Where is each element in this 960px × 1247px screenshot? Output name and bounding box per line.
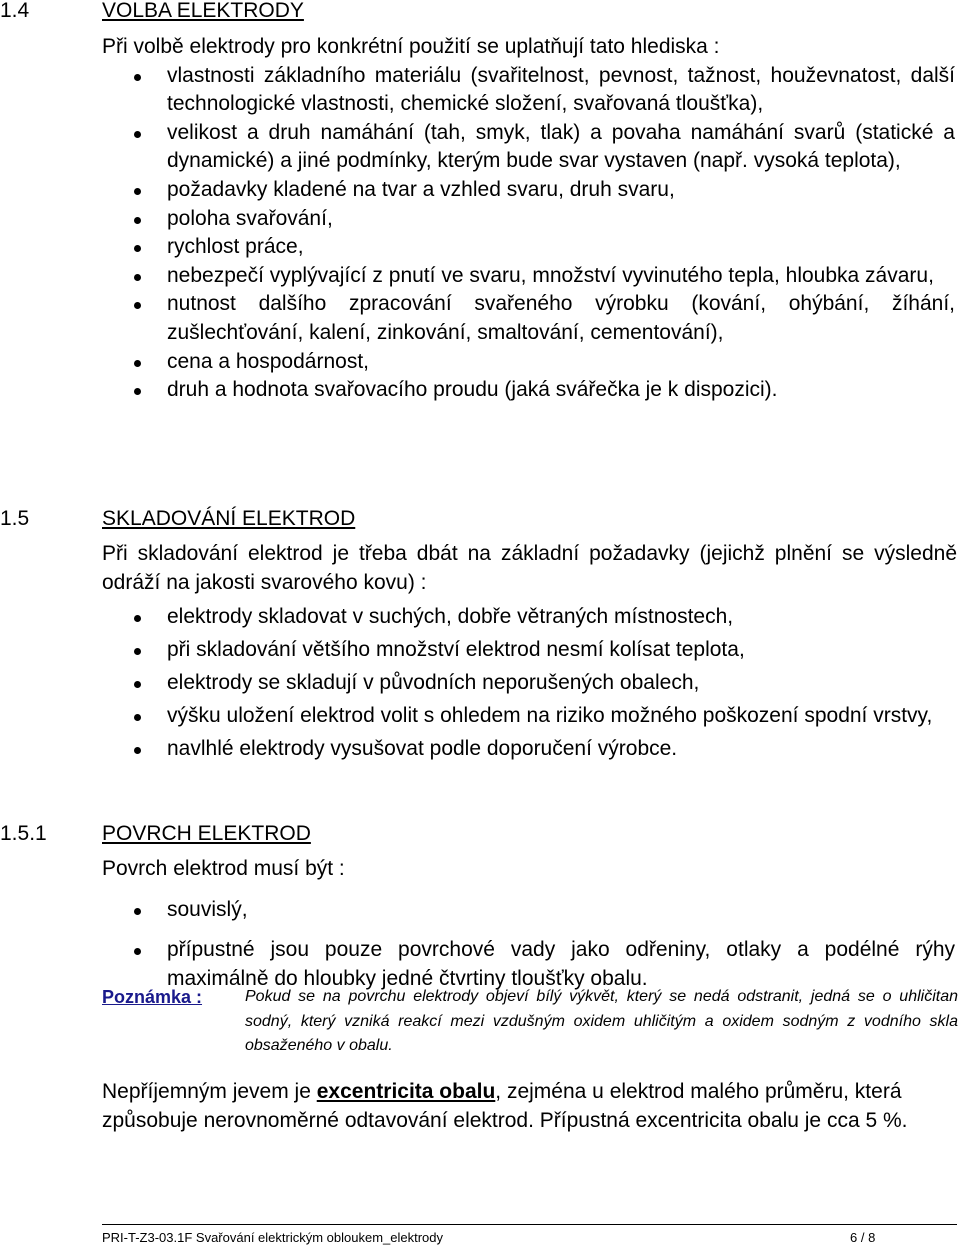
list-item: přípustné jsou pouze povrchové vady jako odřeniny, otlaky a podélné rýhy maximálně do hloubky jedné čtvrtiny tloušťky obalu. [0, 936, 955, 993]
section-title: POVRCH ELEKTROD [102, 822, 311, 845]
bullet-icon [134, 188, 141, 195]
note-text: Pokud se na povrchu elektrody objeví bílý výkvět, který se nedá odstranit, jedná se o uhličitan sodný, který vzniká reakcí mezi vzdušným oxidem uhličitým a oxidem sodným z vodního skla obsaženého v obalu. [245, 988, 958, 1054]
bullet-icon [134, 714, 141, 721]
list-item: vlastnosti základního materiálu (svařitelnost, pevnost, tažnost, houževnatost, další technologické vlastnosti, chemické složení, svařovaná tloušťka), [0, 62, 955, 119]
section-heading [0, 821, 960, 855]
section-intro: Při volbě elektrody pro konkrétní použití se uplatňují tato hlediska : [102, 35, 720, 58]
section-intro: Povrch elektrod musí být : [102, 857, 345, 880]
section-title: VOLBA ELEKTRODY [102, 0, 304, 22]
list-item: velikost a druh namáhání (tah, smyk, tlak) a povaha namáhání svarů (statické a dynamické) a jiné podmínky, kterým bude svar vystaven (např. vysoká teplota), [0, 119, 955, 176]
bullet-icon [134, 648, 141, 655]
bullet-icon [134, 360, 141, 367]
section-heading [0, 0, 960, 32]
surface-list [0, 896, 960, 994]
criteria-list [0, 62, 960, 405]
bullet-icon [134, 681, 141, 688]
section-intro: Při skladování elektrod je třeba dbát na základní požadavky (jejichž plnění se výsledně odráží na jakosti svarového kovu) : [102, 542, 957, 594]
list-item: při skladování většího množství elektrod nesmí kolísat teplota, [0, 636, 955, 665]
list-item: nebezpečí vyplývající z pnutí ve svaru, množství vyvinutého tepla, hloubka závaru, [0, 262, 955, 291]
list-item: navlhlé elektrody vysušovat podle doporučení výrobce. [0, 735, 955, 764]
list-item: cena a hospodárnost, [0, 348, 955, 377]
list-item: elektrody skladovat v suchých, dobře větraných místnostech, [0, 603, 955, 632]
list-item: elektrody se skladují v původních neporušených obalech, [0, 669, 955, 698]
note-label: Poznámka : [102, 987, 203, 1007]
section-number: 1.5.1 [0, 822, 47, 845]
bullet-icon [134, 274, 141, 281]
eccentricity-paragraph: Nepříjemným jevem je excentricita obalu, zejména u elektrod malého průměru, která způsobuje nerovnoměrné odtavování elektrod. Přípustná excentricita obalu je cca 5 %. [102, 1080, 908, 1132]
footer-document-title: PRI-T-Z3-03.1F Svařování elektrickým obloukem_elektrody [102, 1230, 444, 1245]
bullet-icon [134, 245, 141, 252]
bullet-icon [134, 948, 141, 955]
section-1-4 [0, 0, 960, 405]
section-title: SKLADOVÁNÍ ELEKTROD [102, 507, 356, 530]
bullet-icon [134, 615, 141, 622]
bullet-icon [134, 908, 141, 915]
list-item: požadavky kladené na tvar a vzhled svaru, druh svaru, [0, 176, 955, 205]
section-number: 1.5 [0, 507, 30, 530]
bullet-icon [134, 74, 141, 81]
footer-divider [102, 1224, 957, 1225]
section-1-5 [0, 506, 960, 768]
footer-page-number: 6 / 8 [850, 1230, 876, 1245]
list-item: druh a hodnota svařovacího proudu (jaká svářečka je k dispozici). [0, 376, 955, 405]
section-heading [0, 506, 960, 540]
list-item: souvislý, [0, 896, 955, 925]
bullet-icon [134, 131, 141, 138]
list-item: rychlost práce, [0, 233, 955, 262]
list-item: poloha svařování, [0, 205, 955, 234]
storage-list [0, 603, 960, 764]
bullet-icon [134, 302, 141, 309]
list-item: nutnost dalšího zpracování svařeného výrobku (kování, ohýbání, žíhání, zušlechťování, kalení, zinkování, smaltování, cementování), [0, 290, 955, 347]
list-item: výšku uložení elektrod volit s ohledem na riziko možného poškození spodní vrstvy, [0, 702, 955, 731]
bullet-icon [134, 388, 141, 395]
bullet-icon [134, 747, 141, 754]
section-1-5-1 [0, 821, 960, 1005]
bullet-icon [134, 217, 141, 224]
emphasis-term: excentricita obalu [316, 1080, 496, 1103]
section-number: 1.4 [0, 0, 30, 22]
